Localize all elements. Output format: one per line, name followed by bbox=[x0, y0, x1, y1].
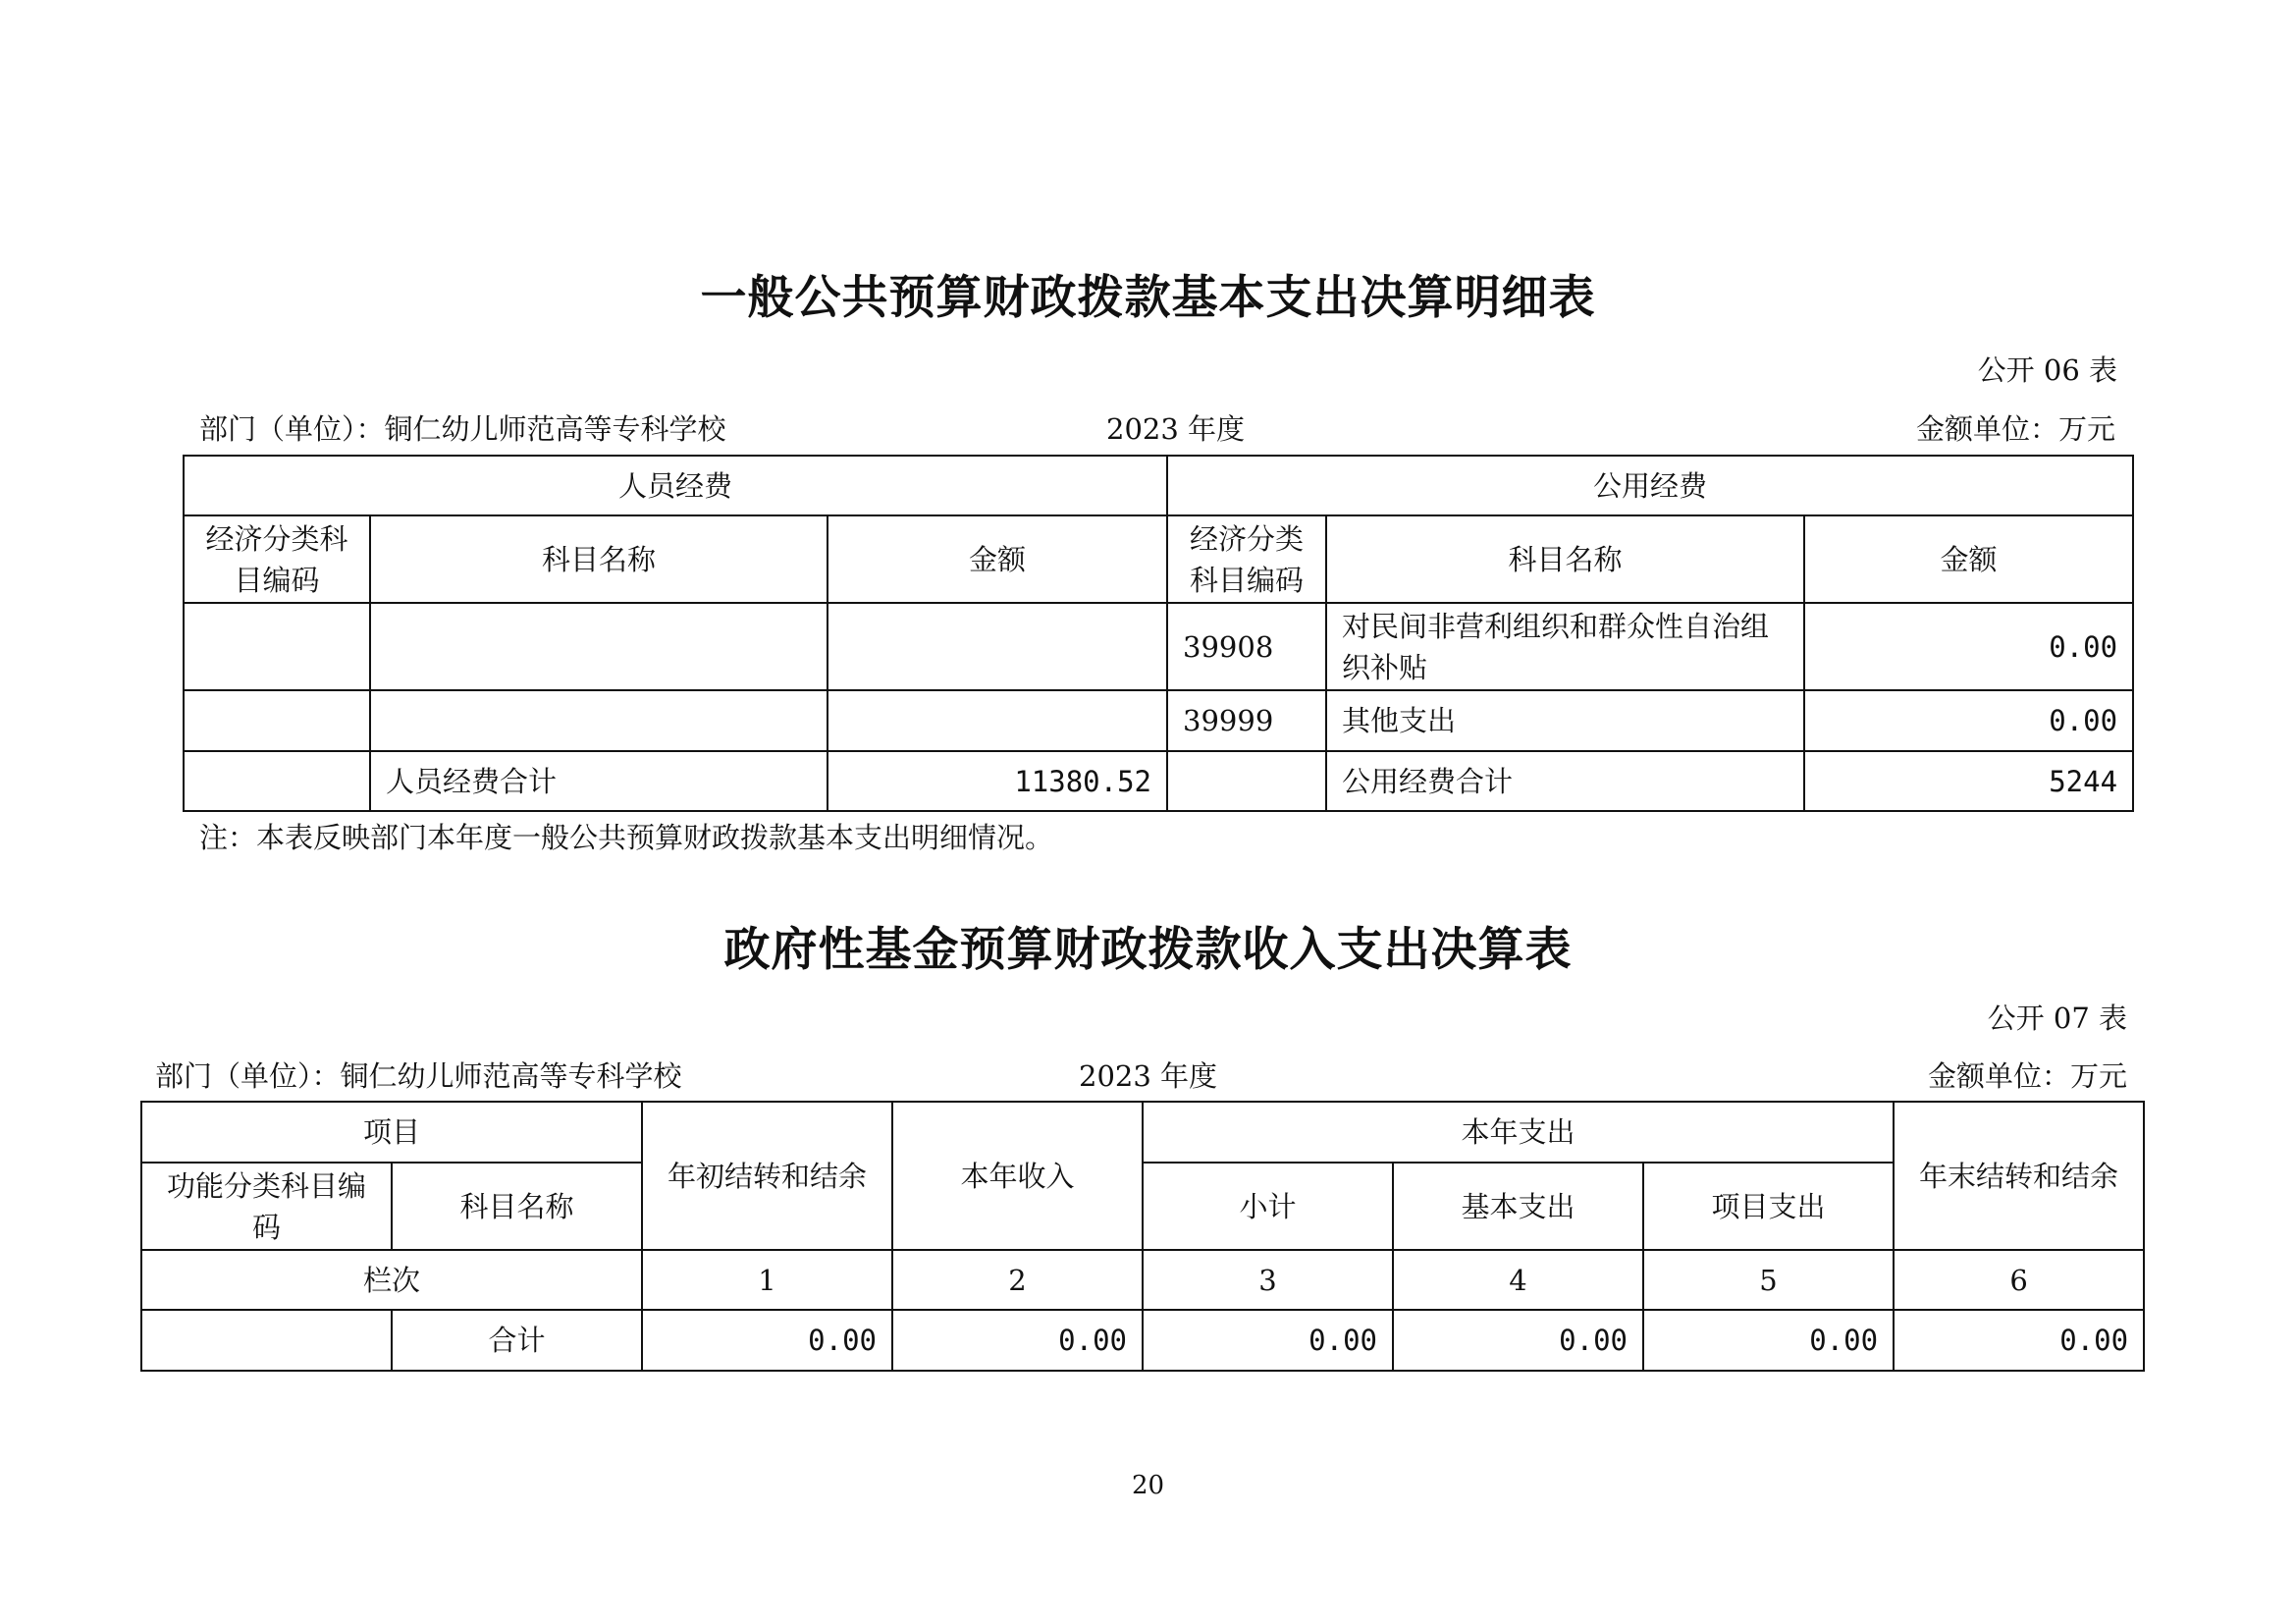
public-name-cell: 其他支出 bbox=[1326, 690, 1804, 751]
column-number: 3 bbox=[1143, 1250, 1393, 1310]
total-label: 合计 bbox=[392, 1310, 642, 1371]
table07-year: 2023 年度 bbox=[1079, 1059, 1218, 1093]
end-balance-header: 年末结转和结余 bbox=[1894, 1102, 2144, 1250]
blank-cell bbox=[184, 751, 370, 811]
col-header-public-code: 经济分类科目编码 bbox=[1167, 515, 1326, 603]
public-name-cell: 对民间非营利组织和群众性自治组织补贴 bbox=[1326, 603, 1804, 690]
personnel-name-cell bbox=[370, 603, 828, 690]
public-total-value: 5244 bbox=[1804, 751, 2133, 811]
public-amount-cell: 0.00 bbox=[1804, 603, 2133, 690]
table07-code: 公开 07 表 bbox=[1987, 1001, 2127, 1035]
table06-year: 2023 年度 bbox=[1106, 412, 1246, 446]
total-value: 0.00 bbox=[892, 1310, 1143, 1371]
basic-expense-header: 基本支出 bbox=[1393, 1163, 1643, 1250]
personnel-amount-cell bbox=[828, 690, 1167, 751]
table07-department: 部门（单位）：铜仁幼儿师范高等专科学校 bbox=[155, 1059, 682, 1093]
total-value: 0.00 bbox=[1393, 1310, 1643, 1371]
page-number: 20 bbox=[1131, 1471, 1165, 1500]
column-number: 5 bbox=[1643, 1250, 1894, 1310]
expense-header: 本年支出 bbox=[1143, 1102, 1894, 1163]
col-header-personnel-name: 科目名称 bbox=[370, 515, 828, 603]
personnel-total-value: 11380.52 bbox=[828, 751, 1167, 811]
total-row bbox=[141, 1310, 2144, 1371]
table06-unit: 金额单位：万元 bbox=[1915, 412, 2115, 446]
personnel-header: 人员经费 bbox=[184, 456, 1167, 515]
public-header: 公用经费 bbox=[1167, 456, 2133, 515]
income-header: 本年收入 bbox=[892, 1102, 1143, 1250]
total-value: 0.00 bbox=[1143, 1310, 1393, 1371]
row-label: 栏次 bbox=[141, 1250, 642, 1310]
col-header-personnel-amount: 金额 bbox=[828, 515, 1167, 603]
table07-title: 政府性基金预算财政拨款收入支出决算表 bbox=[723, 923, 1573, 977]
public-code-cell: 39908 bbox=[1167, 603, 1326, 690]
table07 bbox=[140, 1101, 2145, 1372]
total-value: 0.00 bbox=[1894, 1310, 2144, 1371]
total-value: 0.00 bbox=[1643, 1310, 1894, 1371]
blank-cell bbox=[1167, 751, 1326, 811]
blank-cell bbox=[141, 1310, 392, 1371]
subject-name-header: 科目名称 bbox=[392, 1163, 642, 1250]
column-number: 1 bbox=[642, 1250, 892, 1310]
table06-code: 公开 06 表 bbox=[1977, 353, 2117, 387]
column-number: 2 bbox=[892, 1250, 1143, 1310]
col-header-public-amount: 金额 bbox=[1804, 515, 2133, 603]
table06-title: 一般公共预算财政拨款基本支出决算明细表 bbox=[700, 271, 1596, 325]
col-header-public-name: 科目名称 bbox=[1326, 515, 1804, 603]
personnel-name-cell bbox=[370, 690, 828, 751]
item-header: 项目 bbox=[141, 1102, 642, 1163]
personnel-amount-cell bbox=[828, 603, 1167, 690]
subtotal-header: 小计 bbox=[1143, 1163, 1393, 1250]
personnel-code-cell bbox=[184, 603, 370, 690]
table06-department: 部门（单位）：铜仁幼儿师范高等专科学校 bbox=[199, 412, 726, 446]
personnel-code-cell bbox=[184, 690, 370, 751]
begin-balance-header: 年初结转和结余 bbox=[642, 1102, 892, 1250]
table07-unit: 金额单位：万元 bbox=[1927, 1059, 2127, 1093]
project-expense-header: 项目支出 bbox=[1643, 1163, 1894, 1250]
table-row bbox=[184, 690, 2133, 751]
public-amount-cell: 0.00 bbox=[1804, 690, 2133, 751]
total-value: 0.00 bbox=[642, 1310, 892, 1371]
total-row bbox=[184, 751, 2133, 811]
table06 bbox=[183, 455, 2134, 812]
public-total-label: 公用经费合计 bbox=[1326, 751, 1804, 811]
col-header-personnel-code: 经济分类科目编码 bbox=[184, 515, 370, 603]
column-number: 4 bbox=[1393, 1250, 1643, 1310]
public-code-cell: 39999 bbox=[1167, 690, 1326, 751]
personnel-total-label: 人员经费合计 bbox=[370, 751, 828, 811]
table06-note: 注：本表反映部门本年度一般公共预算财政拨款基本支出明细情况。 bbox=[199, 821, 1054, 854]
table-row bbox=[184, 603, 2133, 690]
column-number: 6 bbox=[1894, 1250, 2144, 1310]
column-number-row bbox=[141, 1250, 2144, 1310]
function-code-header: 功能分类科目编码 bbox=[141, 1163, 392, 1250]
